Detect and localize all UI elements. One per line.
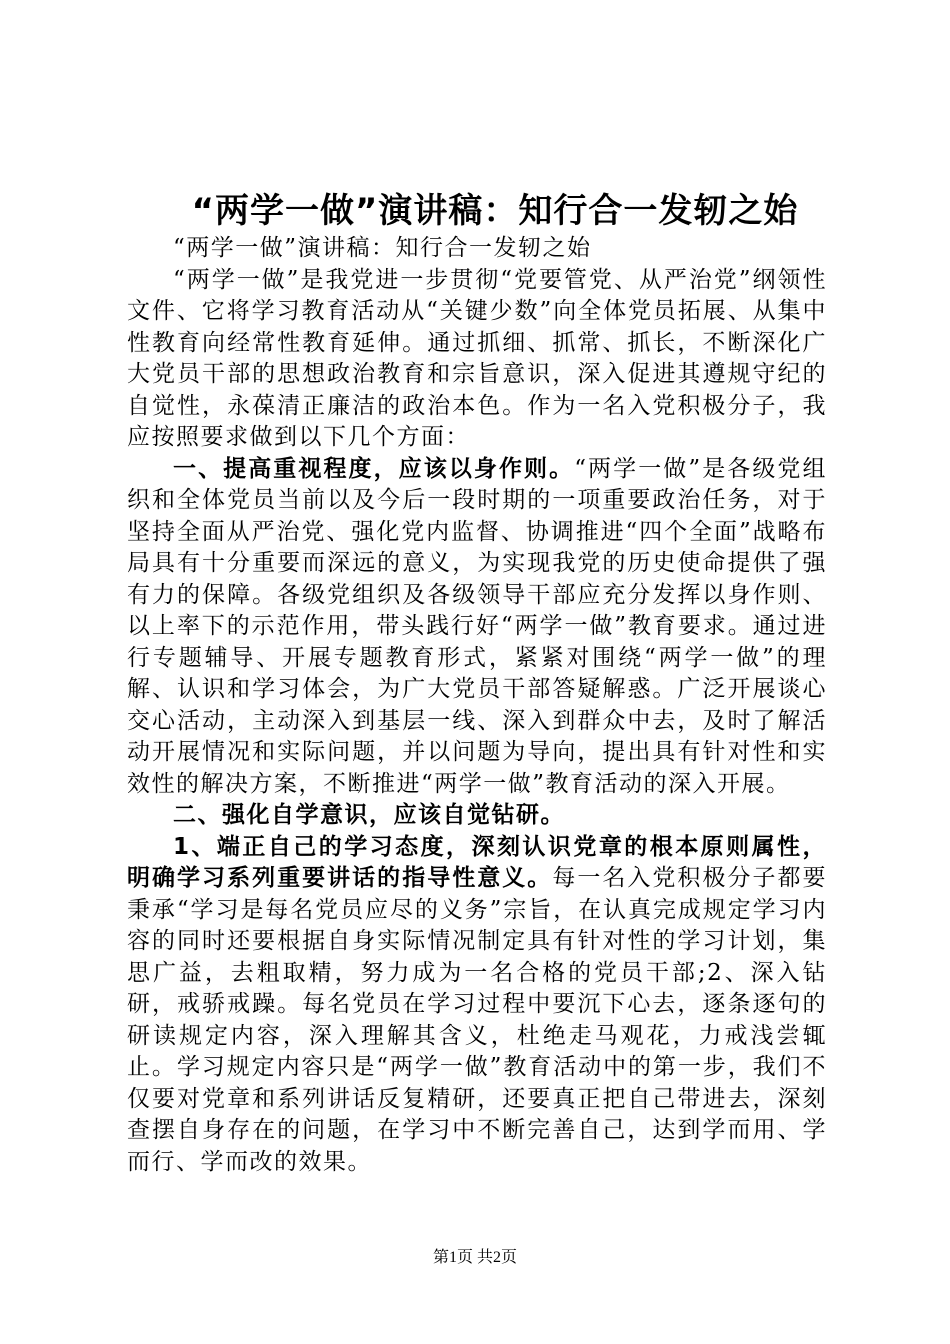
intro-paragraph: “两学一做”是我党进一步贯彻“党要管党、从严治党”纲领性文件、它将学习教育活动从“关键少数”向全体党员拓展、从集中性教育向经常性教育延伸。通过抓细、抓常、抓长，不断深化广大党员干部的思想政治教育和宗旨意识，深入促进其遵规守纪的自觉性，永葆清正廉洁的政治本色。作为一名入党积极分子，我应按照要求做到以下几个方面： [127,266,827,450]
document-title: “两学一做”演讲稿：知行合一发轫之始 [191,191,799,231]
section-1-heading: 一、提高重视程度，应该以身作则。 [173,455,575,482]
document-body [127,233,827,1178]
section-2-paragraph [127,800,827,832]
section-2-heading: 二、强化自学意识，应该自觉钻研。 [173,802,565,828]
page-footer: 第1页 共2页 [432,1249,517,1266]
section-1-text: “两学一做”是各级党组织和全体党员当前以及今后一段时期的一项重要政治任务，对于坚持全面从严治党、强化党内监督、协调推进“四个全面”战略布局具有十分重要而深远的意义，为实现我党的历史使命提供了强有力的保障。各级党组织及各级领导干部应充分发挥以身作则、以上率下的示范作用，带头践行好“两学一做”教育要求。通过进行专题辅导、开展专题教育形式，紧紧对围绕“两学一做”的理解、认识和学习体会，为广大党员干部答疑解惑。广泛开展谈心交心活动，主动深入到基层一线、深入到群众中去，及时了解活动开展情况和实际问题，并以问题为导向，提出具有针对性和实效性的解决方案，不断推进“两学一做”教育活动的深入开展。 [127,455,827,797]
subtitle-paragraph: “两学一做”演讲稿：知行合一发轫之始 [173,235,592,261]
point-1-heading: 1、端正自己的学习态度，深刻认识党章的根本原则属性，明确学习系列重要讲话的指导性意义。 [127,833,827,891]
point-1-text: 每一名入党积极分子都要秉承“学习是每名党员应尽的义务”宗旨，在认真完成规定学习内容的同时还要根据自身实际情况制定具有针对性的学习计划，集思广益，去粗取精，努力成为一名合格的党员干部;2、深入钻研，戒骄戒躁。每名党员在学习过程中要沉下心去，逐条逐句的研读规定内容，深入理解其含义，杜绝走马观花，力戒浅尝辄止。学习规定内容只是“两学一做”教育活动中的第一步，我们不仅要对党章和系列讲话反复精研，还要真正把自己带进去，深刻查摆自身存在的问题，在学习中不断完善自己，达到学而用、学而行、学而改的效果。 [127,865,828,1175]
point-1-paragraph [127,832,827,1179]
section-1-paragraph [127,454,827,801]
